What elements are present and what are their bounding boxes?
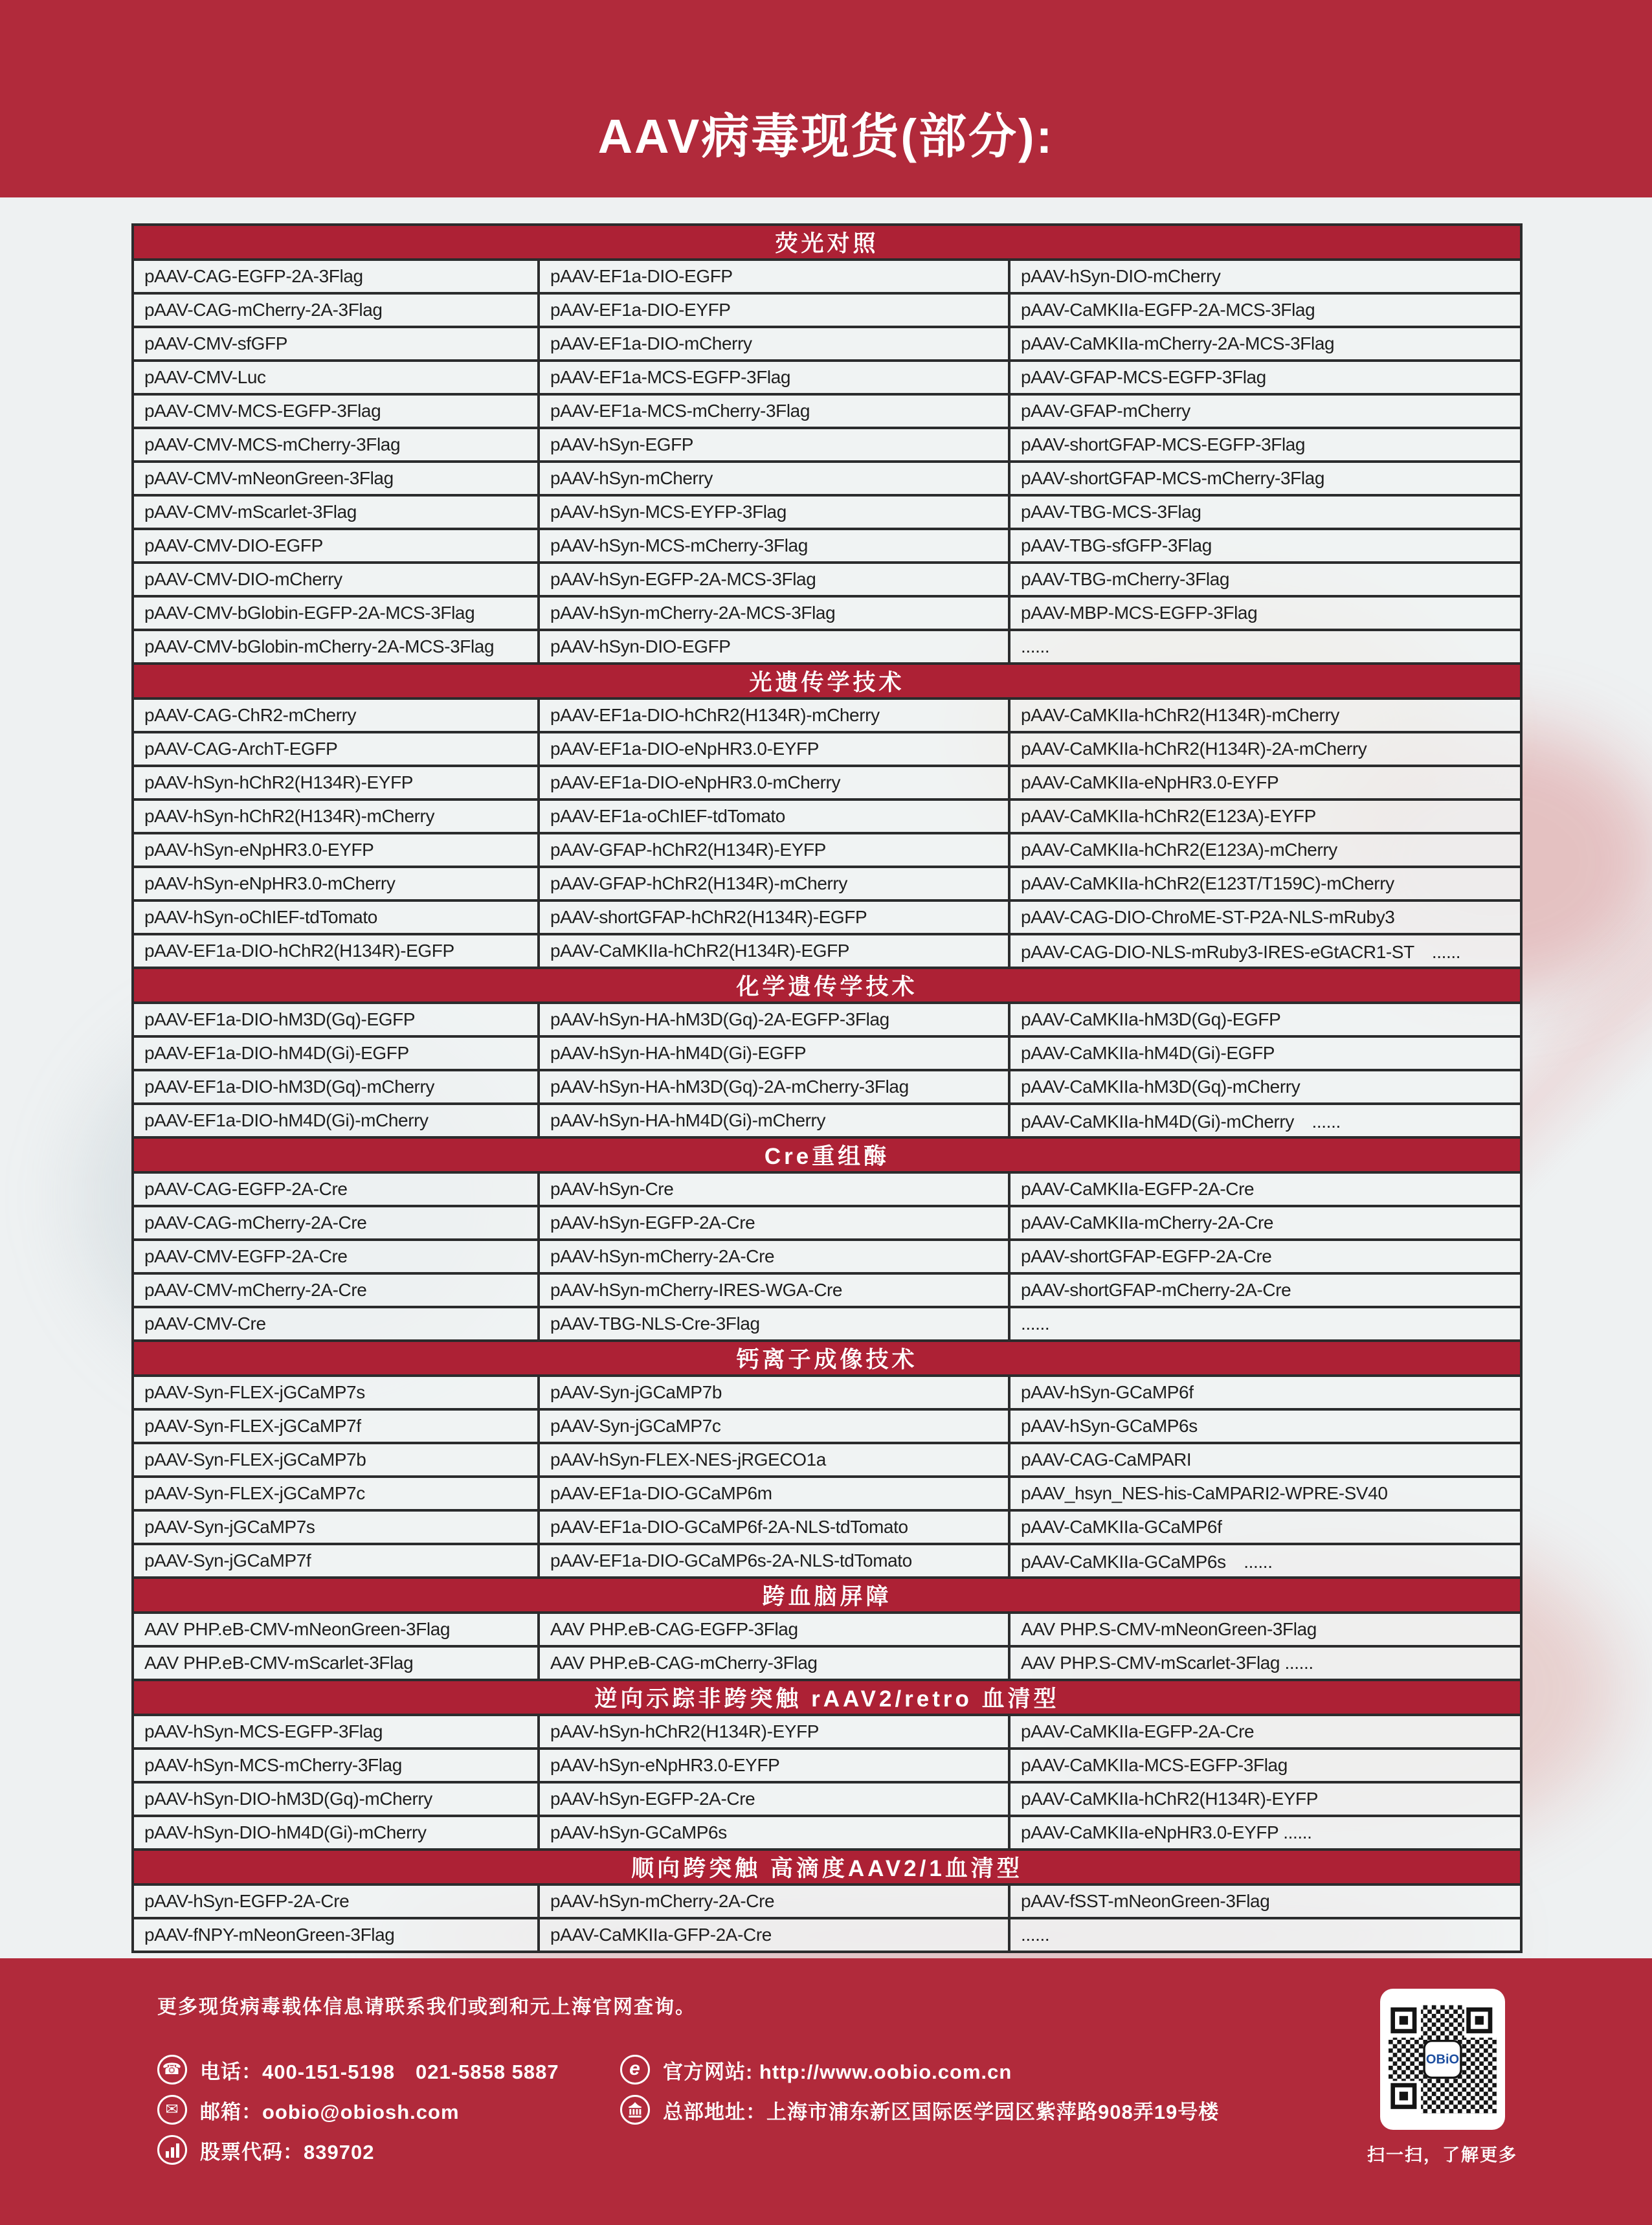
- vector-name-cell: pAAV-hSyn-HA-hM3D(Gq)-2A-mCherry-3Flag: [539, 1070, 1009, 1104]
- vector-name-cell: pAAV-hSyn-mCherry-2A-MCS-3Flag: [539, 596, 1009, 630]
- vector-name-cell: pAAV-CaMKIIa-EGFP-2A-Cre: [1009, 1715, 1521, 1749]
- vector-name-cell: pAAV-TBG-MCS-3Flag: [1009, 495, 1521, 529]
- vector-name-cell: pAAV-EF1a-DIO-hM4D(Gi)-EGFP: [133, 1036, 539, 1070]
- vector-name-cell: pAAV-TBG-NLS-Cre-3Flag: [539, 1307, 1009, 1341]
- vector-name-cell: AAV PHP.eB-CAG-EGFP-3Flag: [539, 1613, 1009, 1646]
- vector-name-cell: ......: [1009, 1307, 1521, 1341]
- vector-name-cell: pAAV-hSyn-EGFP-2A-Cre: [133, 1884, 539, 1918]
- vector-name-cell: pAAV-MBP-MCS-EGFP-3Flag: [1009, 596, 1521, 630]
- vector-name-cell: pAAV-CMV-mNeonGreen-3Flag: [133, 462, 539, 495]
- vector-name-cell: pAAV-CaMKIIa-eNpHR3.0-EYFP: [1009, 766, 1521, 799]
- stock-icon: [157, 2135, 187, 2165]
- contact-website: [620, 2050, 1219, 2090]
- table-row: [133, 1409, 1521, 1443]
- vector-name-cell: pAAV-CaMKIIa-eNpHR3.0-EYFP ......: [1009, 1816, 1521, 1850]
- contact-stock-code: [157, 2130, 559, 2170]
- table-row: [133, 1307, 1521, 1341]
- vector-name-cell: pAAV-CaMKIIa-hM4D(Gi)-mCherry ......: [1009, 1104, 1521, 1137]
- building-glyph: [627, 2101, 643, 2118]
- vector-name-cell: AAV PHP.eB-CAG-mCherry-3Flag: [539, 1646, 1009, 1680]
- table-row: [133, 361, 1521, 394]
- vector-name-cell: pAAV-hSyn-eNpHR3.0-EYFP: [539, 1749, 1009, 1782]
- vector-name-cell: AAV PHP.S-CMV-mScarlet-3Flag ......: [1009, 1646, 1521, 1680]
- aav-table-body: [133, 225, 1521, 1952]
- globe-icon: e: [620, 2055, 650, 2085]
- vector-name-cell: pAAV-hSyn-MCS-EYFP-3Flag: [539, 495, 1009, 529]
- qr-finder-top-right: [1464, 2006, 1497, 2038]
- vector-name-cell: pAAV-EF1a-DIO-GCaMP6s-2A-NLS-tdTomato: [539, 1544, 1009, 1578]
- section-header: Cre重组酶: [133, 1137, 1521, 1172]
- qr-finder-bottom-left: [1389, 2081, 1421, 2113]
- vector-name-cell: pAAV-CaMKIIa-hM4D(Gi)-EGFP: [1009, 1036, 1521, 1070]
- vector-name-cell: pAAV-hSyn-mCherry-IRES-WGA-Cre: [539, 1273, 1009, 1307]
- vector-name-cell: pAAV-hSyn-DIO-hM4D(Gi)-mCherry: [133, 1816, 539, 1850]
- table-row: [133, 833, 1521, 867]
- vector-name-cell: pAAV-hSyn-eNpHR3.0-EYFP: [133, 833, 539, 867]
- vector-name-cell: pAAV-hSyn-MCS-EGFP-3Flag: [133, 1715, 539, 1749]
- vector-name-cell: pAAV-hSyn-hChR2(H134R)-EYFP: [539, 1715, 1009, 1749]
- section-header: 逆向示踪非跨突触 rAAV2/retro 血清型: [133, 1680, 1521, 1715]
- section-row: [133, 968, 1521, 1003]
- vector-name-cell: pAAV-EF1a-DIO-EYFP: [539, 293, 1009, 327]
- mail-icon: ✉: [157, 2095, 187, 2125]
- vector-name-cell: pAAV-CMV-Luc: [133, 361, 539, 394]
- vector-name-cell: pAAV-shortGFAP-MCS-mCherry-3Flag: [1009, 462, 1521, 495]
- vector-name-cell: pAAV-CAG-DIO-NLS-mRuby3-IRES-eGtACR1-ST ......: [1009, 934, 1521, 968]
- vector-name-cell: pAAV-EF1a-MCS-EGFP-3Flag: [539, 361, 1009, 394]
- phone-icon: ☎: [157, 2055, 187, 2085]
- vector-name-cell: pAAV-EF1a-oChIEF-tdTomato: [539, 799, 1009, 833]
- section-row: [133, 225, 1521, 260]
- vector-name-cell: pAAV-CaMKIIa-GCaMP6f: [1009, 1510, 1521, 1544]
- table-row: [133, 1443, 1521, 1477]
- vector-name-cell: pAAV-hSyn-HA-hM4D(Gi)-EGFP: [539, 1036, 1009, 1070]
- qr-code: [1380, 1989, 1505, 2130]
- background-photo-tint: [1515, 550, 1652, 1521]
- vector-name-cell: pAAV-hSyn-HA-hM4D(Gi)-mCherry: [539, 1104, 1009, 1137]
- qr-finder-top-left: [1389, 2006, 1421, 2038]
- vector-name-cell: pAAV-EF1a-DIO-GCaMP6f-2A-NLS-tdTomato: [539, 1510, 1009, 1544]
- vector-name-cell: pAAV-CaMKIIa-hChR2(E123T/T159C)-mCherry: [1009, 867, 1521, 900]
- vector-name-cell: AAV PHP.eB-CMV-mNeonGreen-3Flag: [133, 1613, 539, 1646]
- vector-name-cell: pAAV-EF1a-DIO-hChR2(H134R)-EGFP: [133, 934, 539, 968]
- table-row: [133, 428, 1521, 462]
- vector-name-cell: pAAV-hSyn-mCherry-2A-Cre: [539, 1240, 1009, 1273]
- table-row: [133, 596, 1521, 630]
- vector-name-cell: pAAV-CMV-Cre: [133, 1307, 539, 1341]
- vector-name-cell: pAAV-hSyn-EGFP: [539, 428, 1009, 462]
- section-row: [133, 1578, 1521, 1613]
- vector-name-cell: pAAV-hSyn-Cre: [539, 1172, 1009, 1206]
- table-row: [133, 732, 1521, 766]
- vector-name-cell: pAAV-CaMKIIa-hChR2(H134R)-mCherry: [1009, 699, 1521, 732]
- vector-name-cell: pAAV-GFAP-MCS-EGFP-3Flag: [1009, 361, 1521, 394]
- vector-name-cell: pAAV-hSyn-DIO-EGFP: [539, 630, 1009, 664]
- vector-name-cell: pAAV-hSyn-eNpHR3.0-mCherry: [133, 867, 539, 900]
- vector-name-cell: pAAV-CaMKIIa-hM3D(Gq)-EGFP: [1009, 1003, 1521, 1036]
- vector-name-cell: pAAV-CaMKIIa-mCherry-2A-MCS-3Flag: [1009, 327, 1521, 361]
- vector-name-cell: pAAV-CAG-mCherry-2A-3Flag: [133, 293, 539, 327]
- vector-name-cell: pAAV-hSyn-oChIEF-tdTomato: [133, 900, 539, 934]
- vector-name-cell: pAAV-Syn-FLEX-jGCaMP7b: [133, 1443, 539, 1477]
- vector-name-cell: pAAV-CaMKIIa-hChR2(H134R)-2A-mCherry: [1009, 732, 1521, 766]
- vector-name-cell: pAAV-shortGFAP-hChR2(H134R)-EGFP: [539, 900, 1009, 934]
- table-row: [133, 1104, 1521, 1137]
- table-row: [133, 1715, 1521, 1749]
- vector-name-cell: pAAV-Syn-jGCaMP7b: [539, 1376, 1009, 1409]
- vector-name-cell: ......: [1009, 630, 1521, 664]
- table-row: [133, 1918, 1521, 1952]
- vector-name-cell: pAAV-CMV-bGlobin-mCherry-2A-MCS-3Flag: [133, 630, 539, 664]
- vector-name-cell: AAV PHP.S-CMV-mNeonGreen-3Flag: [1009, 1613, 1521, 1646]
- vector-name-cell: pAAV-hSyn-hChR2(H134R)-mCherry: [133, 799, 539, 833]
- vector-name-cell: pAAV-shortGFAP-MCS-EGFP-3Flag: [1009, 428, 1521, 462]
- section-header: 化学遗传学技术: [133, 968, 1521, 1003]
- vector-name-cell: pAAV-EF1a-DIO-hChR2(H134R)-mCherry: [539, 699, 1009, 732]
- vector-name-cell: pAAV-hSyn-GCaMP6f: [1009, 1376, 1521, 1409]
- section-header: 跨血脑屏障: [133, 1578, 1521, 1613]
- vector-name-cell: pAAV-GFAP-hChR2(H134R)-EYFP: [539, 833, 1009, 867]
- vector-name-cell: pAAV-CaMKIIa-MCS-EGFP-3Flag: [1009, 1749, 1521, 1782]
- vector-name-cell: pAAV-CaMKIIa-hChR2(H134R)-EYFP: [1009, 1782, 1521, 1816]
- vector-name-cell: pAAV-CMV-bGlobin-EGFP-2A-MCS-3Flag: [133, 596, 539, 630]
- contact-website-url[interactable]: 官方网站: http://www.oobio.com.cn: [663, 2060, 1012, 2083]
- vector-name-cell: pAAV-hSyn-GCaMP6s: [539, 1816, 1009, 1850]
- vector-name-cell: pAAV-EF1a-DIO-hM3D(Gq)-EGFP: [133, 1003, 539, 1036]
- vector-name-cell: pAAV-CaMKIIa-mCherry-2A-Cre: [1009, 1206, 1521, 1240]
- vector-name-cell: pAAV-hSyn-DIO-hM3D(Gq)-mCherry: [133, 1782, 539, 1816]
- table-row: [133, 1544, 1521, 1578]
- vector-name-cell: pAAV-Syn-FLEX-jGCaMP7f: [133, 1409, 539, 1443]
- table-row: [133, 699, 1521, 732]
- vector-name-cell: pAAV-EF1a-DIO-hM3D(Gq)-mCherry: [133, 1070, 539, 1104]
- qr-center-logo: OBiO: [1425, 2052, 1460, 2067]
- vector-name-cell: pAAV-CAG-ChR2-mCherry: [133, 699, 539, 732]
- vector-name-cell: pAAV-CaMKIIa-hM3D(Gq)-mCherry: [1009, 1070, 1521, 1104]
- table-row: [133, 1749, 1521, 1782]
- building-icon: [620, 2095, 650, 2125]
- table-row: [133, 327, 1521, 361]
- section-row: [133, 1137, 1521, 1172]
- vector-name-cell: pAAV-Syn-FLEX-jGCaMP7c: [133, 1477, 539, 1510]
- section-row: [133, 1680, 1521, 1715]
- table-row: [133, 529, 1521, 563]
- vector-name-cell: pAAV-hSyn-MCS-mCherry-3Flag: [539, 529, 1009, 563]
- vector-name-cell: pAAV-GFAP-mCherry: [1009, 394, 1521, 428]
- vector-name-cell: pAAV-Syn-jGCaMP7f: [133, 1544, 539, 1578]
- table-row: [133, 293, 1521, 327]
- vector-name-cell: pAAV-CaMKIIa-hChR2(H134R)-EGFP: [539, 934, 1009, 968]
- table-row: [133, 1003, 1521, 1036]
- table-row: [133, 563, 1521, 596]
- vector-name-cell: pAAV-hSyn-HA-hM3D(Gq)-2A-EGFP-3Flag: [539, 1003, 1009, 1036]
- contact-phone: [157, 2050, 559, 2090]
- vector-name-cell: pAAV-EF1a-DIO-GCaMP6m: [539, 1477, 1009, 1510]
- vector-name-cell: pAAV-CaMKIIa-EGFP-2A-Cre: [1009, 1172, 1521, 1206]
- vector-name-cell: pAAV-CAG-DIO-ChroME-ST-P2A-NLS-mRuby3: [1009, 900, 1521, 934]
- table-row: [133, 1376, 1521, 1409]
- section-header: 顺向跨突触 高滴度AAV2/1血清型: [133, 1850, 1521, 1884]
- table-row: [133, 1070, 1521, 1104]
- vector-name-cell: pAAV-CMV-DIO-EGFP: [133, 529, 539, 563]
- vector-name-cell: pAAV-CAG-CaMPARI: [1009, 1443, 1521, 1477]
- table-row: [133, 462, 1521, 495]
- contact-phone-text: 电话：400-151-5198 021-5858 5887: [200, 2060, 559, 2083]
- table-row: [133, 1206, 1521, 1240]
- vector-name-cell: pAAV-CaMKIIa-EGFP-2A-MCS-3Flag: [1009, 293, 1521, 327]
- vector-name-cell: pAAV-CAG-ArchT-EGFP: [133, 732, 539, 766]
- vector-name-cell: pAAV-EF1a-DIO-eNpHR3.0-EYFP: [539, 732, 1009, 766]
- contact-address-text: 总部地址：上海市浦东新区国际医学园区紫萍路908弄19号楼: [663, 2100, 1220, 2123]
- vector-name-cell: pAAV-CMV-EGFP-2A-Cre: [133, 1240, 539, 1273]
- section-header: 荧光对照: [133, 225, 1521, 260]
- vector-name-cell: pAAV-EF1a-DIO-eNpHR3.0-mCherry: [539, 766, 1009, 799]
- vector-name-cell: pAAV-CMV-DIO-mCherry: [133, 563, 539, 596]
- table-row: [133, 1172, 1521, 1206]
- section-row: [133, 1341, 1521, 1376]
- vector-name-cell: pAAV-fNPY-mNeonGreen-3Flag: [133, 1918, 539, 1952]
- table-row: [133, 867, 1521, 900]
- vector-name-cell: pAAV-TBG-mCherry-3Flag: [1009, 563, 1521, 596]
- table-row: [133, 260, 1521, 293]
- table-row: [133, 1036, 1521, 1070]
- vector-name-cell: pAAV-CMV-MCS-EGFP-3Flag: [133, 394, 539, 428]
- vector-name-cell: pAAV-CAG-mCherry-2A-Cre: [133, 1206, 539, 1240]
- qr-caption: 扫一扫，了解更多: [1367, 2145, 1517, 2165]
- vector-name-cell: pAAV-hSyn-MCS-mCherry-3Flag: [133, 1749, 539, 1782]
- table-row: [133, 799, 1521, 833]
- qr-pattern-image: [1389, 1997, 1497, 2121]
- vector-name-cell: pAAV-hSyn-mCherry: [539, 462, 1009, 495]
- table-row: [133, 1816, 1521, 1850]
- table-row: [133, 1240, 1521, 1273]
- vector-name-cell: ......: [1009, 1918, 1521, 1952]
- contact-column-right: [620, 2050, 1219, 2130]
- table-row: [133, 1884, 1521, 1918]
- vector-name-cell: pAAV-Syn-jGCaMP7s: [133, 1510, 539, 1544]
- vector-name-cell: pAAV-CaMKIIa-GCaMP6s ......: [1009, 1544, 1521, 1578]
- vector-name-cell: pAAV-hSyn-hChR2(H134R)-EYFP: [133, 766, 539, 799]
- page-footer: [0, 1958, 1652, 2225]
- contact-email: [157, 2090, 559, 2130]
- vector-name-cell: pAAV-hSyn-mCherry-2A-Cre: [539, 1884, 1009, 1918]
- vector-name-cell: AAV PHP.eB-CMV-mScarlet-3Flag: [133, 1646, 539, 1680]
- vector-name-cell: pAAV-fSST-mNeonGreen-3Flag: [1009, 1884, 1521, 1918]
- contact-address: [620, 2090, 1219, 2130]
- section-header: 钙离子成像技术: [133, 1341, 1521, 1376]
- vector-name-cell: pAAV-hSyn-DIO-mCherry: [1009, 260, 1521, 293]
- section-row: [133, 664, 1521, 699]
- vector-name-cell: pAAV-CAG-EGFP-2A-Cre: [133, 1172, 539, 1206]
- vector-name-cell: pAAV-GFAP-hChR2(H134R)-mCherry: [539, 867, 1009, 900]
- table-row: [133, 630, 1521, 664]
- vector-name-cell: pAAV-EF1a-DIO-EGFP: [539, 260, 1009, 293]
- aav-stock-table: [131, 223, 1523, 1953]
- vector-name-cell: pAAV-EF1a-DIO-mCherry: [539, 327, 1009, 361]
- vector-name-cell: pAAV-shortGFAP-EGFP-2A-Cre: [1009, 1240, 1521, 1273]
- table-row: [133, 934, 1521, 968]
- vector-name-cell: pAAV-shortGFAP-mCherry-2A-Cre: [1009, 1273, 1521, 1307]
- table-row: [133, 1477, 1521, 1510]
- vector-name-cell: pAAV-CaMKIIa-GFP-2A-Cre: [539, 1918, 1009, 1952]
- vector-name-cell: pAAV-CaMKIIa-hChR2(E123A)-mCherry: [1009, 833, 1521, 867]
- vector-name-cell: pAAV_hsyn_NES-his-CaMPARI2-WPRE-SV40: [1009, 1477, 1521, 1510]
- vector-name-cell: pAAV-CMV-mCherry-2A-Cre: [133, 1273, 539, 1307]
- vector-name-cell: pAAV-TBG-sfGFP-3Flag: [1009, 529, 1521, 563]
- table-row: [133, 1613, 1521, 1646]
- vector-name-cell: pAAV-EF1a-MCS-mCherry-3Flag: [539, 394, 1009, 428]
- table-row: [133, 1646, 1521, 1680]
- vector-name-cell: pAAV-hSyn-FLEX-NES-jRGECO1a: [539, 1443, 1009, 1477]
- table-row: [133, 1510, 1521, 1544]
- page-title: AAV病毒现货(部分):: [597, 109, 1055, 163]
- vector-name-cell: pAAV-CMV-MCS-mCherry-3Flag: [133, 428, 539, 462]
- table-row: [133, 900, 1521, 934]
- vector-name-cell: pAAV-EF1a-DIO-hM4D(Gi)-mCherry: [133, 1104, 539, 1137]
- section-header: 光遗传学技术: [133, 664, 1521, 699]
- contact-email-text: 邮箱：oobio@obiosh.com: [200, 2100, 460, 2123]
- contact-stock-text: 股票代码：839702: [200, 2140, 375, 2164]
- vector-name-cell: pAAV-hSyn-EGFP-2A-Cre: [539, 1782, 1009, 1816]
- vector-name-cell: pAAV-CaMKIIa-hChR2(E123A)-EYFP: [1009, 799, 1521, 833]
- table-row: [133, 495, 1521, 529]
- vector-name-cell: pAAV-hSyn-GCaMP6s: [1009, 1409, 1521, 1443]
- vector-name-cell: pAAV-CMV-sfGFP: [133, 327, 539, 361]
- vector-name-cell: pAAV-hSyn-EGFP-2A-MCS-3Flag: [539, 563, 1009, 596]
- table-row: [133, 394, 1521, 428]
- vector-name-cell: pAAV-Syn-FLEX-jGCaMP7s: [133, 1376, 539, 1409]
- section-row: [133, 1850, 1521, 1884]
- vector-name-cell: pAAV-hSyn-EGFP-2A-Cre: [539, 1206, 1009, 1240]
- vector-name-cell: pAAV-CAG-EGFP-2A-3Flag: [133, 260, 539, 293]
- contact-column-left: [157, 2050, 559, 2170]
- table-row: [133, 1273, 1521, 1307]
- table-row: [133, 766, 1521, 799]
- vector-name-cell: pAAV-Syn-jGCaMP7c: [539, 1409, 1009, 1443]
- vector-name-cell: pAAV-CMV-mScarlet-3Flag: [133, 495, 539, 529]
- footer-note: 更多现货病毒载体信息请联系我们或到和元上海官网查询。: [157, 1996, 696, 2018]
- table-row: [133, 1782, 1521, 1816]
- page-header: [0, 0, 1652, 197]
